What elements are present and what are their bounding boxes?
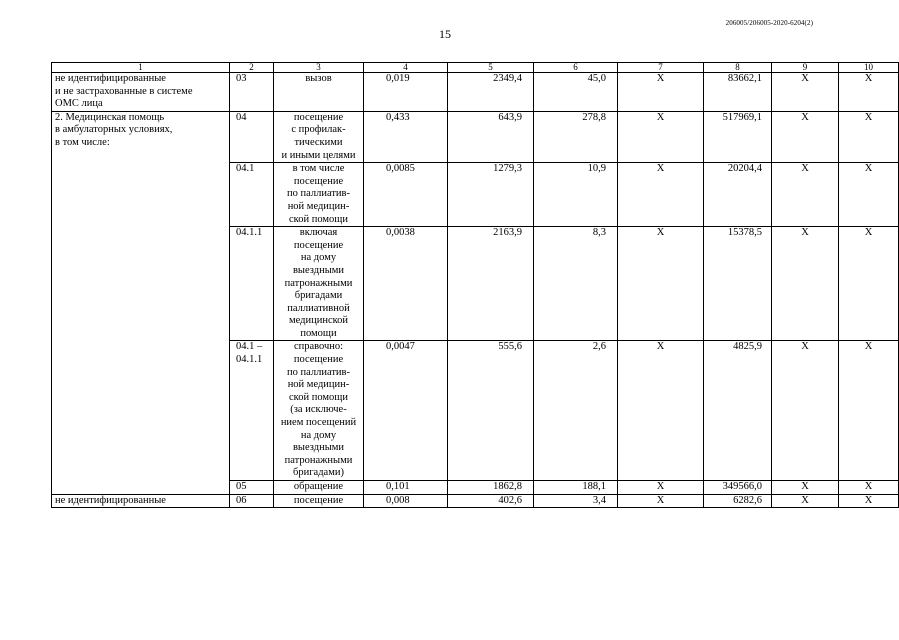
column-header: 8 [704, 63, 772, 73]
table-row [52, 494, 899, 508]
unit-cell [274, 111, 364, 162]
column-header: 6 [534, 63, 618, 73]
unit-cell-line: посещение [293, 494, 344, 506]
unit-cell-line: ской помощи [289, 391, 348, 403]
row-code-cell [230, 227, 274, 341]
unit-cell-line: по паллиатив- [286, 366, 350, 378]
unit-cell-line: бригадами) [293, 467, 344, 479]
per-capita-value-cell: 45,0 [534, 73, 618, 112]
unit-cell-line: ной медицин- [287, 200, 350, 212]
unit-cell-line: помощи [300, 327, 337, 339]
column-header: 4 [364, 63, 448, 73]
norm-value-cell: 0,019 [364, 73, 448, 112]
unit-cell-line: посещение [293, 111, 344, 123]
norm-value-cell: 0,101 [364, 481, 448, 495]
column-header: 10 [839, 63, 899, 73]
data-table [51, 62, 899, 508]
unit-cell-line: паллиативной [287, 302, 350, 314]
x-mark-cell: Х [618, 494, 704, 508]
table-row [52, 73, 899, 112]
column-header: 3 [274, 63, 364, 73]
unit-cell-line: по паллиатив- [286, 188, 350, 200]
unit-cell [274, 163, 364, 227]
x-mark-cell: Х [839, 494, 899, 508]
x-mark-cell: Х [772, 227, 839, 341]
row-code-cell-line: 04.1 – [236, 341, 263, 353]
unit-cell-line: с профилак- [291, 124, 346, 136]
unit-cell-line: в том числе [292, 163, 345, 175]
unit-cell-line: вызов [305, 73, 332, 84]
cost-value-cell: 1862,8 [448, 481, 534, 495]
row-name-cell-line: не идентифицированные [55, 73, 166, 84]
total-value-cell: 20204,4 [704, 163, 772, 227]
norm-value-cell: 0,0085 [364, 163, 448, 227]
unit-cell-line: посещение [293, 354, 344, 366]
row-name-cell-line: в амбулаторных условиях, [55, 124, 173, 136]
cost-value-cell: 643,9 [448, 111, 534, 162]
x-mark-cell: Х [839, 341, 899, 481]
column-header: 1 [52, 63, 230, 73]
x-mark-cell: Х [618, 227, 704, 341]
unit-cell-line: тическими [294, 136, 343, 148]
unit-cell-line: и иными целями [281, 149, 356, 161]
unit-cell-line: посещение [293, 239, 344, 251]
x-mark-cell: Х [839, 481, 899, 495]
unit-cell-line: выездными [292, 264, 345, 276]
x-mark-cell: Х [839, 163, 899, 227]
x-mark-cell: Х [772, 341, 839, 481]
total-value-cell: 15378,5 [704, 227, 772, 341]
row-code-cell-line: 04.1.1 [236, 227, 263, 239]
unit-cell [274, 341, 364, 481]
x-mark-cell: Х [618, 111, 704, 162]
x-mark-cell: Х [772, 494, 839, 508]
norm-value-cell: 0,008 [364, 494, 448, 508]
row-code-cell [230, 494, 274, 508]
unit-cell [274, 227, 364, 341]
unit-cell-line: патронажными [284, 454, 353, 466]
unit-cell-line: справочно: [293, 341, 344, 353]
unit-cell-line: нием посещений [280, 417, 357, 429]
x-mark-cell: Х [772, 481, 839, 495]
column-number-row [52, 63, 899, 73]
per-capita-value-cell: 8,3 [534, 227, 618, 341]
norm-value-cell: 0,433 [364, 111, 448, 162]
column-header: 9 [772, 63, 839, 73]
unit-cell [274, 73, 364, 112]
column-header: 2 [230, 63, 274, 73]
unit-cell-line: медицинской [288, 315, 349, 327]
row-code-cell-line: 03 [236, 73, 247, 84]
unit-cell-line: на дому [300, 252, 337, 264]
unit-cell [274, 494, 364, 508]
row-code-cell-line: 06 [236, 494, 247, 506]
x-mark-cell: Х [772, 73, 839, 112]
row-name-cell [52, 494, 230, 508]
row-name-cell-line: ОМС лица [55, 98, 103, 110]
row-name-cell-line: в том числе: [55, 136, 110, 148]
unit-cell [274, 481, 364, 495]
per-capita-value-cell: 2,6 [534, 341, 618, 481]
row-code-cell-line: 05 [236, 481, 247, 492]
row-code-cell-line: 04 [236, 111, 247, 123]
x-mark-cell: Х [839, 111, 899, 162]
cost-value-cell: 2349,4 [448, 73, 534, 112]
table-row [52, 111, 899, 162]
column-header: 5 [448, 63, 534, 73]
row-code-cell [230, 73, 274, 112]
row-name-cell-line: не идентифицированные [55, 494, 166, 506]
row-code-cell [230, 481, 274, 495]
x-mark-cell: Х [618, 481, 704, 495]
norm-value-cell: 0,0038 [364, 227, 448, 341]
unit-cell-line: ской помощи [289, 213, 348, 225]
unit-cell-line: патронажными [284, 277, 353, 289]
x-mark-cell: Х [772, 163, 839, 227]
unit-cell-line: ной медицин- [287, 379, 350, 391]
norm-value-cell: 0,0047 [364, 341, 448, 481]
x-mark-cell: Х [839, 227, 899, 341]
x-mark-cell: Х [772, 111, 839, 162]
total-value-cell: 349566,0 [704, 481, 772, 495]
cost-value-cell: 1279,3 [448, 163, 534, 227]
row-code-cell [230, 163, 274, 227]
document-id: 206005/206005-2020-6204(2) [725, 19, 813, 27]
total-value-cell: 4825,9 [704, 341, 772, 481]
unit-cell-line: обращение [293, 481, 344, 492]
row-code-cell [230, 111, 274, 162]
x-mark-cell: Х [618, 73, 704, 112]
row-name-cell [52, 111, 230, 494]
unit-cell-line: включая [299, 227, 338, 239]
x-mark-cell: Х [839, 73, 899, 112]
unit-cell-line: посещение [293, 175, 344, 187]
row-code-cell-line: 04.1.1 [236, 354, 263, 366]
table-body [52, 63, 899, 508]
per-capita-value-cell: 10,9 [534, 163, 618, 227]
x-mark-cell: Х [618, 341, 704, 481]
per-capita-value-cell: 3,4 [534, 494, 618, 508]
per-capita-value-cell: 188,1 [534, 481, 618, 495]
unit-cell-line: (за исключе- [290, 404, 347, 416]
cost-value-cell: 402,6 [448, 494, 534, 508]
unit-cell-line: бригадами [294, 290, 343, 302]
cost-value-cell: 555,6 [448, 341, 534, 481]
page-number: 15 [439, 27, 451, 41]
total-value-cell: 517969,1 [704, 111, 772, 162]
x-mark-cell: Х [618, 163, 704, 227]
unit-cell-line: на дому [300, 429, 337, 441]
row-name-cell [52, 73, 230, 112]
row-code-cell [230, 341, 274, 481]
unit-cell-line: выездными [292, 442, 345, 454]
row-code-cell-line: 04.1 [236, 163, 255, 175]
column-header: 7 [618, 63, 704, 73]
row-name-cell-line: 2. Медицинская помощь [55, 111, 165, 123]
cost-value-cell: 2163,9 [448, 227, 534, 341]
total-value-cell: 83662,1 [704, 73, 772, 112]
per-capita-value-cell: 278,8 [534, 111, 618, 162]
total-value-cell: 6282,6 [704, 494, 772, 508]
row-name-cell-line: и не застрахованные в системе [55, 85, 193, 97]
